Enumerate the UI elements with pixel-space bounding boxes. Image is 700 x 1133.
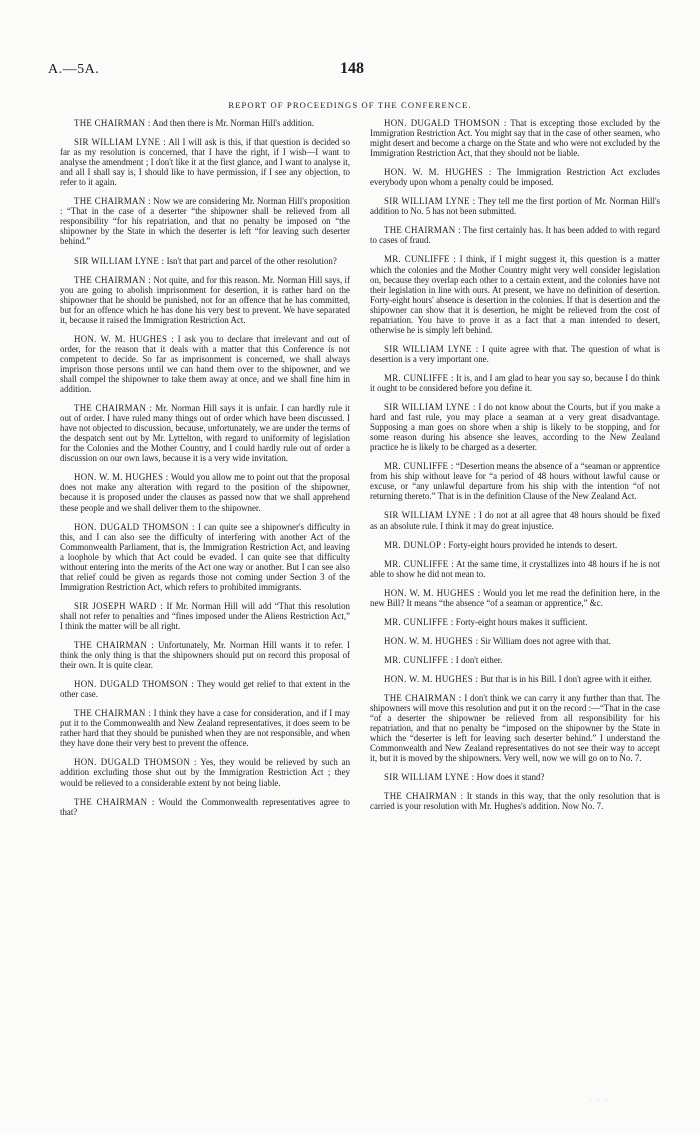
speech-text: The first certainly has. It has been added to with regard to cases of fraud. — [370, 225, 660, 246]
speech-text: The Immigration Restriction Act excludes everybody upon whom a penalty could be imposed. — [370, 167, 660, 188]
speech-text: I think they have a case for consideration, and if I may put it to the Commonwealth and New Zealand representatives, it does seem to be rather hard that they should be punished when they are not responsible, and when they have done their very best to prevent the offence. — [60, 708, 350, 749]
speech-text: If Mr. Norman Hill will add “That this resolution shall not refer to penalties and “fines imposed under the Aliens Restriction Act,” I think the matter will be all right. — [60, 600, 350, 631]
speaker-name: HON. W. M. HUGHES : — [384, 167, 492, 178]
speech-paragraph — [60, 472, 350, 512]
speech-paragraph — [370, 373, 660, 393]
speaker-name: THE CHAIRMAN : — [384, 791, 464, 802]
speaker-name: THE CHAIRMAN : — [74, 274, 151, 285]
speaker-name: THE CHAIRMAN : — [74, 708, 152, 719]
speech-paragraph — [370, 510, 660, 530]
right-column — [370, 118, 660, 1118]
speaker-name: THE CHAIRMAN : — [384, 225, 461, 236]
speech-text: I think, if I might suggest it, this question is a matter which the colonies and the Mother Country might very well consider legislation on, because they overlap each other to a certain extent, and the colonies have not their legislation in line with ours. At present, we have no definition of desertion. Forty-eight hours' absence is desertion in the colonies. If that is desertion and the shipowner can show that it is desertion, he might be relieved from the cost of repatriation. You have to prove it as a fact that a man intended to desert, otherwise he is simply left behind. — [370, 254, 660, 335]
speech-paragraph — [370, 402, 660, 452]
document-reference: A.—5A. — [48, 62, 100, 77]
speech-text: And then there is Mr. Norman Hill's addition. — [150, 118, 314, 128]
speaker-name: MR. DUNLOP : — [384, 539, 447, 550]
speech-text: I do not know about the Courts, but if you make a hard and fast rule, you may place a seaman at a very great disadvantage. Supposing a man goes on shore when a ship is likely to be stopping, and for some reason during his absence she leaves, according to the New Zealand practice he is likely to be charged as a deserter. — [370, 402, 660, 453]
speech-paragraph — [370, 461, 660, 501]
speaker-name: THE CHAIRMAN : — [74, 796, 155, 807]
speech-text: All I will ask is this, if that question is decided so far as my resolution is concerned, that I have the right, if I wish—I want to analyse the amendment ; I don't like it at the first glance, and I want to analyse it, and all I shall say is, I should like to have permission, if I see any objection, to refer to it again. — [60, 137, 350, 188]
speaker-name: HON. DUGALD THOMSON : — [384, 118, 507, 128]
speech-text: Would the Commonwealth representatives agree to that? — [60, 796, 350, 817]
speech-paragraph — [370, 791, 660, 811]
speaker-name: SIR WILLIAM LYNE : — [384, 772, 475, 783]
speech-paragraph — [370, 772, 660, 782]
speaker-name: HON. W. M. HUGHES : — [384, 673, 479, 684]
speech-text: I ask you to declare that irrelevant and out of order, for the reason that it deals with a matter that this Conference is not competent to decide. So far as imprisonment is concerned, we shall always imprison those persons until we can hand them over to the shipowner, and we shall compel the shipowner to take them away at once, and we shall fine him in addition. — [60, 333, 350, 395]
speaker-name: SIR WILLIAM LYNE : — [74, 137, 167, 148]
text-columns — [60, 118, 660, 1118]
speech-text: I do not at all agree that 48 hours should be fixed as an absolute rule. I think it may do great injustice. — [370, 510, 660, 531]
speaker-name: HON. DUGALD THOMSON : — [74, 679, 195, 690]
speech-text: That is excepting those excluded by the Immigration Restriction Act. You might say that in the case of other seamen, who might desert and become a charge on the State and who were not excluded by the Immigration Restriction Act, that they should not be liable. — [370, 118, 660, 159]
speech-paragraph — [370, 588, 660, 608]
speaker-name: MR. CUNLIFFE : — [384, 372, 454, 383]
speaker-name: THE CHAIRMAN : — [74, 196, 151, 207]
speech-paragraph — [60, 196, 350, 246]
speaker-name: HON. W. M. HUGHES : — [74, 333, 174, 344]
speech-paragraph — [60, 601, 350, 631]
speaker-name: HON. DUGALD THOMSON : — [74, 521, 195, 532]
speech-text: But that is in his Bill. I don't agree with it either. — [478, 673, 652, 684]
speaker-name: THE CHAIRMAN : — [74, 118, 151, 128]
speech-paragraph — [60, 334, 350, 394]
speaker-name: MR. CUNLIFFE : — [384, 558, 455, 569]
speaker-name: HON. W. M. HUGHES : — [384, 587, 481, 598]
speech-paragraph — [60, 137, 350, 187]
speaker-name: MR. CUNLIFFE : — [384, 254, 457, 265]
speech-text: Sir William does not agree with that. — [478, 635, 611, 646]
speech-paragraph — [370, 344, 660, 364]
speaker-name: HON. W. M. HUGHES : — [384, 635, 479, 646]
speech-text: Isn't that part and parcel of the other resolution? — [164, 255, 337, 266]
speech-text: At the same time, it crystallizes into 48 hours if he is not able to show he did not mean to. — [370, 558, 660, 579]
speech-paragraph — [370, 655, 660, 665]
speech-text: Forty-eight hours makes it sufficient. — [453, 616, 588, 627]
speech-paragraph — [370, 559, 660, 579]
speech-text: How does it stand? — [474, 772, 545, 783]
speech-paragraph — [370, 118, 660, 158]
speech-text: Now we are considering Mr. Norman Hill's proposition : “That in the case of a deserter “the shipowner shall be relieved from all responsibility “for his repatriation, and that no penalty be imposed on “the shipowner by the State in which the deserter is left “for leaving such deserter behind.” — [60, 196, 350, 247]
speech-text: Not quite, and for this reason. Mr. Norman Hill says, if you are going to abolish imprisonment for desertion, it is rather hard on the shipowner that he should be punished, not for an offence that he has committed, but for an offence which he has done his very best to prevent. We have separated it, because it raised the Immigration Restriction Act. — [60, 274, 350, 325]
speaker-name: MR. CUNLIFFE : — [384, 654, 454, 665]
speech-paragraph — [370, 254, 660, 334]
running-title: REPORT OF PROCEEDINGS OF THE CONFERENCE. — [228, 100, 472, 110]
speech-text: I don't think we can carry it any further than that. The shipowners will move this resolution and put it on the record :—“That in the case “of a deserter the shipowner be relieved from all responsibility for his repatriation, and that no penalty be “imposed on the shipowner by the State in which the “deserter is left for leaving such deserter behind.” I understand the Commonwealth and New Zealand representatives do not see their way to accept it, but it is moved by the shipowners. Very well, now we will go on to No. 7. — [370, 692, 660, 764]
speech-paragraph — [60, 522, 350, 592]
speech-text: Would you let me read the definition here, in the new Bill? It means “the absence “of a seaman or apprentice,” &c. — [370, 587, 660, 608]
speaker-name: SIR WILLIAM LYNE : — [384, 343, 479, 354]
speech-text: I can quite see a shipowner's difficulty in this, and I can also see the difficulty of interfering with another Act of the Commonwealth Parliament, that is, the Immigration Restriction Act, and leaving a loophole by which that Act could be evaded. I can quite see that difficulty without entering into the merits of the Act one way or another. But I can see also that relief could be given as regards those not coming under Section 3 of the Immigration Restriction Act, which refers to prohibited immigrants. — [60, 521, 350, 592]
speech-paragraph — [370, 693, 660, 763]
speech-paragraph — [60, 275, 350, 325]
speech-paragraph — [370, 636, 660, 646]
speaker-name: SIR WILLIAM LYNE : — [384, 196, 476, 207]
speech-paragraph — [370, 225, 660, 245]
speech-paragraph — [370, 617, 660, 627]
speech-text: Would you allow me to point out that the proposal does not make any alteration with regard to the position of the shipowner, because it is proposed under the clauses as passed now that we shall apprehend these people and we shall deliver them to the shipowner. — [60, 472, 350, 513]
speech-paragraph — [60, 757, 350, 787]
speech-text: They would get relief to that extent in the other case. — [60, 679, 350, 700]
speech-text: They tell me the first portion of Mr. Norman Hill's addition to No. 5 has not been submitted. — [370, 196, 660, 217]
speaker-name: SIR WILLIAM LYNE : — [74, 255, 165, 266]
speech-paragraph — [370, 196, 660, 216]
speech-text: Forty-eight hours provided he intends to desert. — [446, 539, 618, 550]
speaker-name: HON. W. M. HUGHES : — [74, 472, 169, 483]
speaker-name: SIR WILLIAM LYNE : — [384, 402, 476, 413]
speaker-name: MR. CUNLIFFE : — [384, 616, 454, 627]
speech-paragraph — [60, 679, 350, 699]
speech-paragraph — [60, 118, 350, 128]
speaker-name: THE CHAIRMAN : — [74, 640, 155, 651]
speaker-name: THE CHAIRMAN : — [74, 403, 153, 414]
speech-paragraph — [60, 256, 350, 266]
speech-paragraph — [370, 540, 660, 550]
speech-text: Mr. Norman Hill says it is unfair. I can hardly rule it out of order. I have ruled many things out of order which have been discussed. I have not objected to discussion, because, unfortunately, we are under the terms of the despatch sent out by Mr. Lyttelton, with regard to uniformity of legislation for the Colonies and the Mother Country, and I could hardly rule out of order a discussion on our own laws, because it is a very wide invitation. — [60, 403, 350, 464]
speaker-name: MR. CUNLIFFE : — [384, 461, 454, 472]
speaker-name: THE CHAIRMAN : — [384, 692, 462, 703]
speech-text: “Desertion means the absence of a “seaman or apprentice from his ship without leave for “a period of 48 hours without lawful cause or excuse, or “any unlawful departure from his ship with the intention “of not returning thereto.” That is in the definition Clause of the New Zealand Act. — [370, 461, 660, 502]
speaker-name: SIR WILLIAM LYNE : — [384, 510, 477, 521]
speech-text: I quite agree with that. The question of what is desertion is a very important one. — [370, 343, 660, 364]
speech-text: I don't either. — [453, 654, 503, 665]
speech-paragraph — [60, 708, 350, 748]
speaker-name: HON. DUGALD THOMSON : — [74, 757, 197, 768]
speech-paragraph — [370, 674, 660, 684]
speech-text: It stands in this way, that the only resolution that is carried is your resolution with Mr. Hughes's addition. Now No. 7. — [370, 791, 660, 812]
speech-text: It is, and I am glad to hear you say so, because I do think it ought to be considered before you define it. — [370, 372, 660, 393]
speaker-name: SIR JOSEPH WARD : — [74, 600, 164, 611]
speech-paragraph — [370, 167, 660, 187]
speech-paragraph — [60, 403, 350, 463]
faint-page-marks: · · · — [589, 1097, 610, 1105]
speech-text: Yes, they would be relieved by such an addition excluding those shut out by the Immigration Restriction Act ; they would be relieved to a considerable extent by not being liable. — [60, 757, 350, 788]
page-number: 148 — [340, 60, 364, 77]
left-column — [60, 118, 350, 1118]
speech-text: Unfortunately, Mr. Norman Hill wants it to refer. I think the only thing is that the shipowners should put on record this proposal of their own. It is quite clear. — [60, 640, 350, 671]
speech-paragraph — [60, 797, 350, 817]
page-header — [48, 60, 656, 82]
speech-paragraph — [60, 640, 350, 670]
